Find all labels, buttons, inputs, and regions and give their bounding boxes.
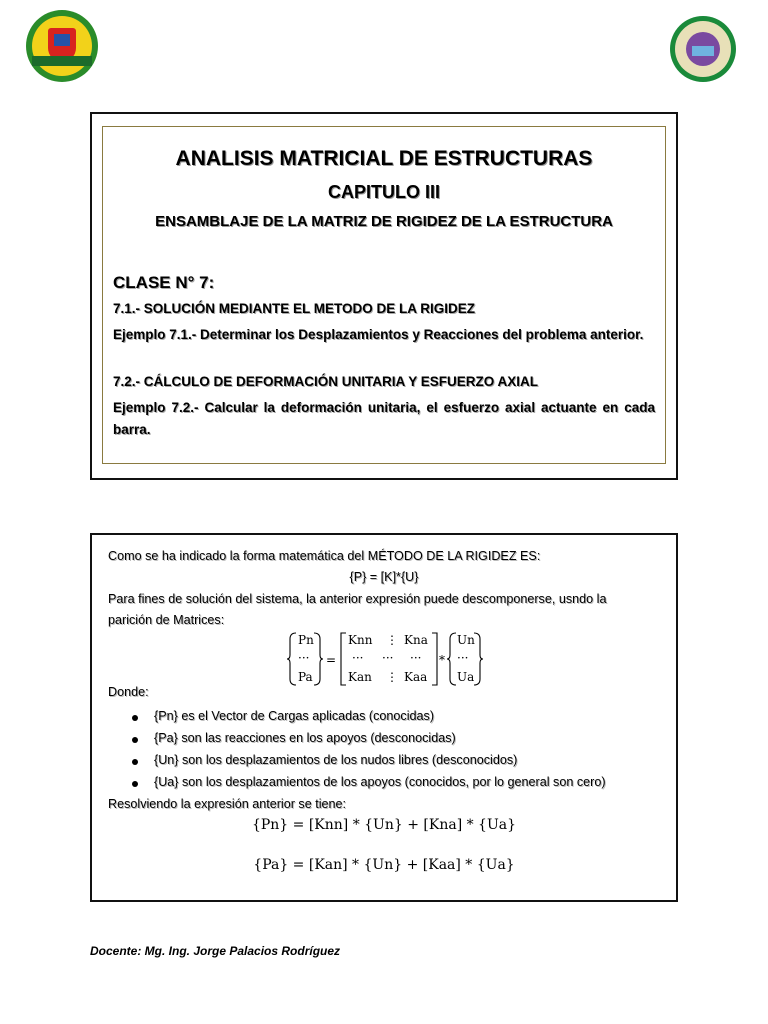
bullet-icon [132,781,138,787]
matrix-pn: Pn [298,633,314,647]
partitioned-matrix-equation [286,631,486,687]
list-item: {Ua} son los desplazamientos de los apoyos (conocidos, por lo general son cero) [132,775,606,789]
formula-pn: {Pn} = [Knn] * {Un} + [Kna] * {Ua} [251,817,517,833]
document-title: ANALISIS MATRICIAL DE ESTRUCTURAS [175,147,593,170]
matrix-ua: Ua [457,670,475,684]
title-box-inner [102,126,666,464]
intro-text: Como se ha indicado la forma matemática del MÉTODO DE LA RIGIDEZ ES: [108,549,541,563]
matrix-dots: ··· [410,651,422,665]
matrix-times: * [439,653,445,667]
section-7-1: 7.1.- SOLUCIÓN MEDIANTE EL METODO DE LA RIGIDEZ [113,301,476,316]
matrix-pa: Pa [298,670,313,684]
faculty-logo [670,16,736,82]
matrix-kan: Kan [348,670,372,684]
matrix-dots: ··· [457,651,469,665]
list-item: {Un} son los desplazamientos de los nudos libres (desconocidos) [132,753,517,767]
stiffness-method-box [90,533,678,902]
bullet-icon [132,759,138,765]
decomposition-text-1: Para fines de solución del sistema, la anterior expresión puede descomponerse, usndo la [108,592,607,606]
class-number: CLASE N° 7: [113,273,215,292]
bullet-icon [132,737,138,743]
resolving-text: Resolviendo la expresión anterior se tiene: [108,797,347,811]
footer-instructor: Docente: Mg. Ing. Jorge Palacios Rodríguez [90,944,341,958]
matrix-dots: ··· [382,651,394,665]
matrix-kna: Kna [404,633,428,647]
chapter-title: CAPITULO III [328,182,440,202]
matrix-un: Un [457,633,475,647]
matrix-dots: ··· [298,651,310,665]
matrix-equals: = [326,653,337,667]
example-7-2: Ejemplo 7.2.- Calcular la deformación unitaria, el esfuerzo axial actuante en cada barra. [113,400,655,437]
list-item: {Pn} es el Vector de Cargas aplicadas (conocidas) [132,709,434,723]
section-7-2: 7.2.- CÁLCULO DE DEFORMACIÓN UNITARIA Y ESFUERZO AXIAL [113,374,539,389]
decomposition-text-2: parición de Matrices: [108,613,225,627]
main-equation: {P} = [K]*{U} [349,570,419,584]
matrix-vdots: ⋮ [386,670,398,684]
university-logo [26,10,98,82]
list-item: {Pa} son las reacciones en los apoyos (desconocidas) [132,731,456,745]
logo-banner [32,56,92,66]
chapter-subtitle: ENSAMBLAJE DE LA MATRIZ DE RIGIDEZ DE LA ESTRUCTURA [155,213,613,230]
example-7-1: Ejemplo 7.1.- Determinar los Desplazamientos y Reacciones del problema anterior. [113,327,644,342]
matrix-vdots: ⋮ [386,633,398,647]
building-icon [686,32,720,66]
bullet-icon [132,715,138,721]
class-title-box [90,112,678,480]
matrix-kaa: Kaa [404,670,428,684]
formula-pa: {Pa} = [Kan] * {Un} + [Kaa] * {Ua} [253,857,515,873]
matrix-knn: Knn [348,633,373,647]
donde-label: Donde: [108,685,149,699]
matrix-dots: ··· [352,651,364,665]
